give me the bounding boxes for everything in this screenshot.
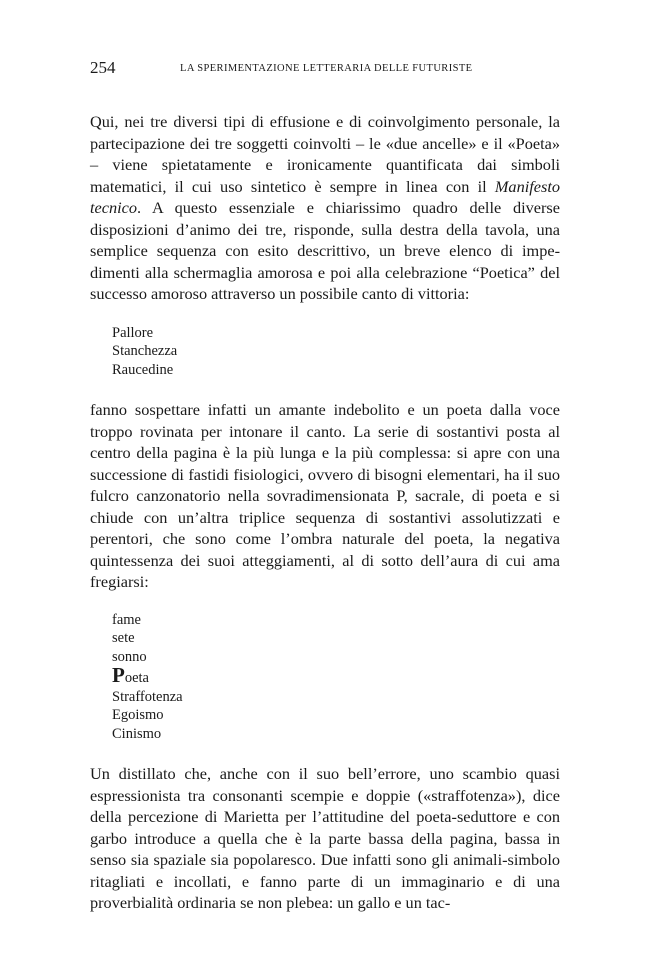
word-list-2 xyxy=(90,611,560,744)
page-body xyxy=(90,111,560,914)
list-item: Egoismo xyxy=(112,707,164,723)
paragraph-1-italic-title: Manifesto tecnico xyxy=(90,176,560,217)
list-item: Pallore xyxy=(112,324,154,341)
list-item-poeta xyxy=(112,663,560,688)
paragraph-2: fanno sospettare infatti un amante indebolito e un poeta dalla voce troppo rovinata per intonare il canto. La serie di sostantivi posta al centro della pagina è la più lunga e la più complessa: si apre con una successione di fastidi fisiologici, ovvero di bisogni elementari, ha il suo fulcro canzonatorio nella sovradimensionata P, sacrale, di poeta e si chiude con un’altra triplice sequenza di sostantivi assolutizzati e perentori, che sono come l’ombra naturale del poeta, la negativa quintessenza dei suoi atteggiamenti, al di sotto dell’aura di cui ama fregiarsi: xyxy=(90,400,560,591)
list-item: fame xyxy=(112,611,141,628)
paragraph-1-part-b: . A questo essenziale e chiarissimo quadro delle diverse disposizioni d’animo dei tre, risponde, sulla destra della tavola, una semplice sequenza con esito descrittivo, un breve elenco di impedimenti alla schermaglia amorosa e poi alla celebrazione “Poetica” del successo amoroso attraverso un possibile canto di vittoria: xyxy=(90,198,560,303)
page-number: 254 xyxy=(90,58,116,77)
page-header xyxy=(90,57,560,79)
list-item: sonno xyxy=(112,648,147,665)
paragraph-1 xyxy=(90,111,560,305)
list-item: sete xyxy=(112,630,135,646)
list-item: Raucedine xyxy=(112,361,174,378)
list-item: Stanchezza xyxy=(112,343,178,359)
running-head: LA SPERIMENTAZIONE LETTERARIA DELLE FUTURISTE xyxy=(180,63,473,74)
list-item: Cinismo xyxy=(112,725,162,742)
poeta-rest: oeta xyxy=(124,670,149,686)
list-item: Straffotenza xyxy=(112,688,183,705)
oversized-p-initial: P xyxy=(112,663,125,687)
paragraph-3: Un distillato che, anche con il suo bell’errore, uno scambio quasi espressionista tra consonanti scempie e doppie («straffotenza»), dice della percezione di Marietta per l’attitudine del poeta-seduttore e con garbo introduce a quella che è la parte bassa della pagina, bassa in senso sia spaziale sia popolaresco. Due infatti sono gli animali-simbolo ritagliati e incollati, e fanno parte di un immaginario e di una proverbialità ordinaria se non plebea: un gallo e un tac- xyxy=(90,764,560,912)
word-list-1 xyxy=(90,324,560,380)
paragraph-1-part-a: Qui, nei tre diversi tipi di effusione e di coinvolgimento personale, la partecipazione dei tre soggetti coinvolti – le «due ancelle» e il «Poeta» – viene spietatamente e ironicamente quantificata dai simboli matematici, il cui uso sintetico è sempre in linea con il xyxy=(90,112,560,196)
